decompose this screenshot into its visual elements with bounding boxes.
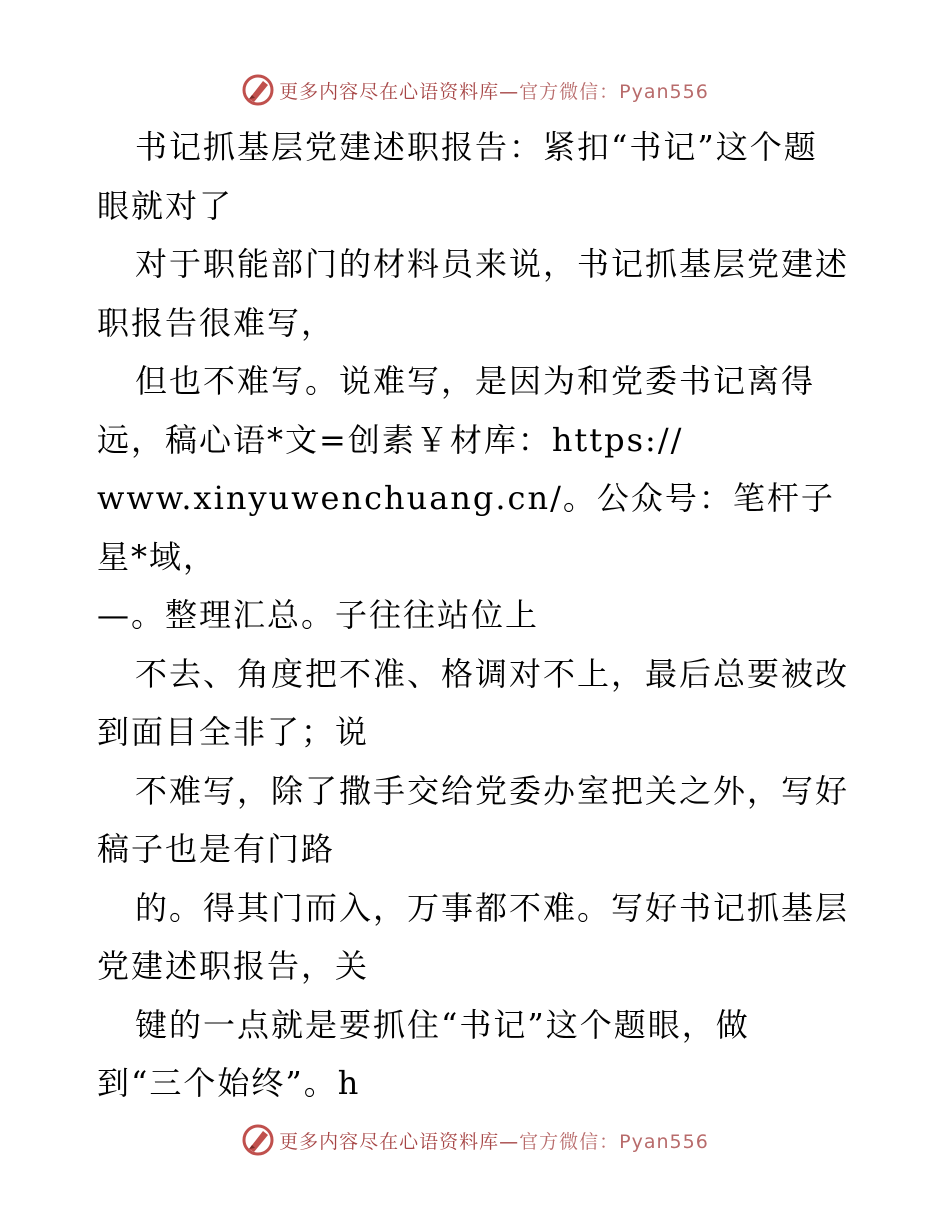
footer-watermark-banner bbox=[0, 1120, 950, 1160]
footer-banner-text: 更多内容尽在心语资料库—官方微信：Pyan556 bbox=[279, 1130, 709, 1153]
paragraph: 的。得其门而入，万事都不难。写好书记抓基层 党建述职报告，关 bbox=[97, 888, 850, 985]
paragraph: 不难写，除了撒手交给党委办室把关之外，写好 稿子也是有门路 bbox=[97, 771, 850, 868]
header-banner-text: 更多内容尽在心语资料库—官方微信：Pyan556 bbox=[279, 80, 709, 103]
paragraph: 不去、角度把不准、格调对不上，最后总要被改 到面目全非了；说 bbox=[97, 654, 850, 751]
paragraph: 对于职能部门的材料员来说，书记抓基层党建述 职报告很难写， bbox=[97, 245, 850, 342]
header-watermark-banner bbox=[0, 70, 950, 110]
document-body bbox=[97, 118, 857, 1113]
paragraph: 但也不难写。说难写，是因为和党委书记离得 远，稿心语*文=创素￥材库：https:// www.xinyuwenchuang.cn/。公众号：笔杆子星*域， —。整理汇总。子往往站位上 bbox=[97, 362, 835, 634]
paragraph-title: 书记抓基层党建述职报告：紧扣“书记”这个题 眼就对了 bbox=[97, 128, 818, 225]
pen-logo-icon bbox=[241, 73, 275, 107]
paragraph: 键的一点就是要抓住“书记”这个题眼，做 到“三个始终”。h bbox=[97, 1005, 750, 1102]
pen-logo-icon bbox=[241, 1123, 275, 1157]
